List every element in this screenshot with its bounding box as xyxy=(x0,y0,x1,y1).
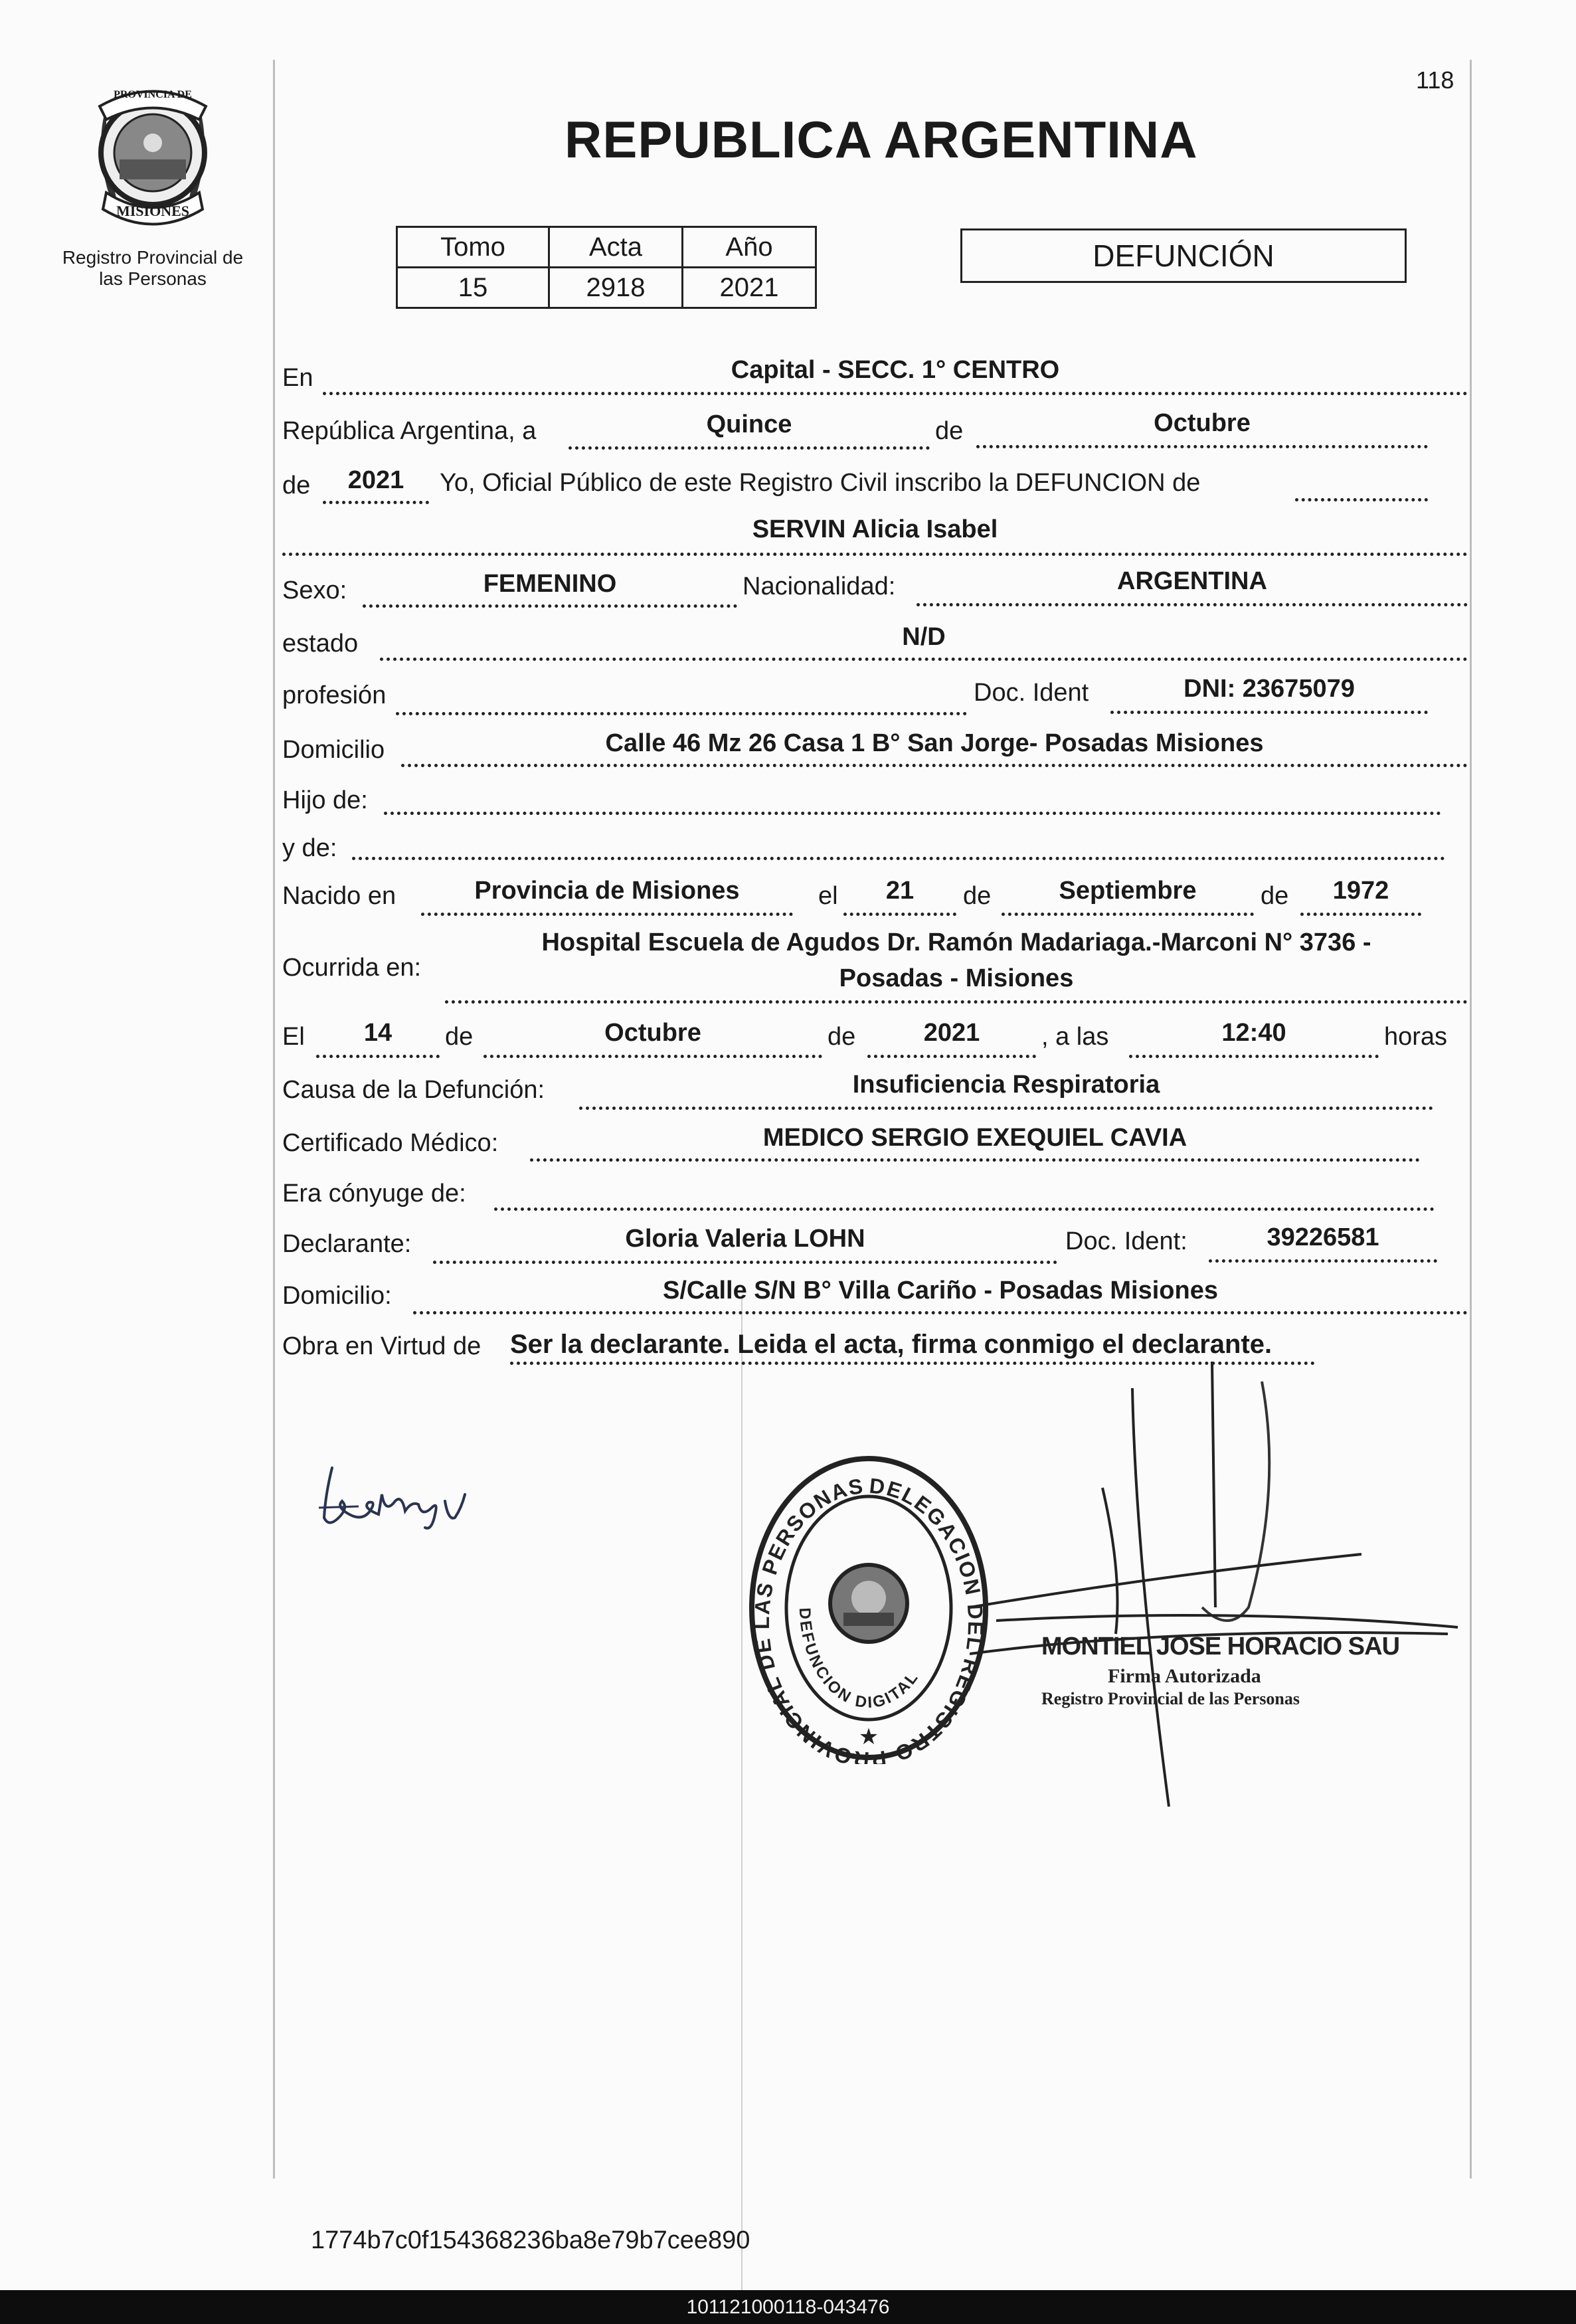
dots-doc-ident xyxy=(1110,711,1428,714)
dots-hijo-de xyxy=(384,812,1441,815)
signature-strokes-icon xyxy=(970,1355,1474,1820)
official-signature xyxy=(970,1355,1474,1820)
label-el-birth: el xyxy=(818,882,838,910)
value-domicilio: Calle 46 Mz 26 Casa 1 B° San Jorge- Posadas Misiones xyxy=(605,729,1264,757)
logo-caption-line1: Registro Provincial de xyxy=(62,247,244,268)
dots-birth-place xyxy=(421,913,793,916)
dots-death-time xyxy=(1129,1055,1379,1058)
value-doc-ident-declarante: 39226581 xyxy=(1267,1223,1379,1251)
dots-birth-day xyxy=(843,913,956,916)
label-de-birth-month: de xyxy=(963,882,992,910)
value-obra: Ser la declarante. Leida el acta, firma conmigo el declarante. xyxy=(510,1330,1272,1359)
label-certificado: Certificado Médico: xyxy=(282,1129,499,1157)
official-name: MONTIEL JOSE HORACIO SAU xyxy=(1041,1633,1400,1660)
label-estado: estado xyxy=(282,630,359,658)
dots-doc-ident-declarante xyxy=(1209,1259,1437,1263)
label-de-birth-year: de xyxy=(1261,882,1289,910)
dots-statement-end xyxy=(1295,498,1428,501)
value-birth-month: Septiembre xyxy=(1059,877,1197,905)
stamp-ring-text: DELEGACION DEL REGISTRO PROVINCIAL DE LAS PERSONAS xyxy=(749,1473,988,1764)
official-stamp xyxy=(746,1452,991,1764)
dots-y-de xyxy=(352,857,1445,860)
label-obra: Obra en Virtud de xyxy=(282,1332,482,1360)
document-title: REPUBLICA ARGENTINA xyxy=(565,110,1198,169)
record-type-box xyxy=(960,228,1407,283)
value-sexo: FEMENINO xyxy=(483,570,617,598)
header-ano: Año xyxy=(683,227,816,268)
header-tomo: Tomo xyxy=(397,227,549,268)
dots-sexo xyxy=(363,604,737,608)
label-el-death: El xyxy=(282,1023,305,1051)
dots-ocurrida xyxy=(445,1000,1468,1004)
label-profesion: profesión xyxy=(282,681,387,709)
label-conyuge: Era cónyuge de: xyxy=(282,1180,466,1207)
document-hash: 1774b7c0f154368236ba8e79b7cee890 xyxy=(311,2226,750,2254)
deceased-name: SERVIN Alicia Isabel xyxy=(752,515,998,543)
page-number: 118 xyxy=(1416,66,1454,94)
dots-year-written xyxy=(323,501,429,504)
dots-death-day xyxy=(316,1055,440,1058)
left-margin-line xyxy=(273,60,275,2179)
dots-birth-year xyxy=(1300,913,1421,916)
value-domicilio-declarante: S/Calle S/N B° Villa Cariño - Posadas Misiones xyxy=(663,1277,1218,1304)
registry-table xyxy=(396,226,817,309)
value-nacionalidad: ARGENTINA xyxy=(1117,567,1267,595)
statement-text: Yo, Oficial Público de este Registro Civil inscribo la DEFUNCION de xyxy=(440,469,1201,497)
svg-text:★: ★ xyxy=(858,1724,879,1749)
value-day-written: Quince xyxy=(706,410,792,438)
label-ocurrida-en: Ocurrida en: xyxy=(282,954,422,982)
value-death-time: 12:40 xyxy=(1221,1019,1286,1047)
logo-caption xyxy=(40,247,266,290)
label-de-month: de xyxy=(935,417,964,445)
logo-ring-bottom: MISIONES xyxy=(116,203,190,219)
value-year-written: 2021 xyxy=(347,466,404,494)
dots-conyuge xyxy=(494,1207,1435,1211)
dots-day-written xyxy=(569,446,930,450)
value-death-year: 2021 xyxy=(923,1019,980,1047)
value-month-written: Octubre xyxy=(1154,409,1251,437)
footer-bar xyxy=(0,2290,1576,2324)
value-certificado: MEDICO SERGIO EXEQUIEL CAVIA xyxy=(762,1124,1187,1152)
value-doc-ident: DNI: 23675079 xyxy=(1183,675,1355,703)
dots-estado xyxy=(380,658,1468,661)
value-tomo: 15 xyxy=(397,268,549,308)
logo-caption-line2: las Personas xyxy=(99,268,207,289)
label-doc-ident-declarante: Doc. Ident: xyxy=(1065,1227,1187,1255)
footer-code: 101121000118-043476 xyxy=(686,2296,890,2318)
official-title: Firma Autorizada xyxy=(1108,1665,1261,1687)
label-en: En xyxy=(282,364,313,392)
official-office: Registro Provincial de las Personas xyxy=(1041,1689,1300,1708)
label-sexo: Sexo: xyxy=(282,577,347,604)
dots-death-month xyxy=(483,1055,822,1058)
label-republica: República Argentina, a xyxy=(282,417,537,445)
label-y-de: y de: xyxy=(282,834,337,862)
province-logo xyxy=(80,80,226,232)
declarant-signature xyxy=(312,1455,505,1554)
stamp-icon xyxy=(746,1452,991,1764)
label-horas: horas xyxy=(1384,1023,1448,1051)
dots-domicilio-declarante xyxy=(413,1311,1468,1314)
dots-domicilio xyxy=(401,764,1468,767)
dots-en xyxy=(323,392,1468,395)
official-block xyxy=(1041,1633,1440,1709)
right-margin-line xyxy=(1470,60,1472,2179)
header-acta: Acta xyxy=(549,227,683,268)
label-nacido-en: Nacido en xyxy=(282,882,396,910)
value-ocurrida-line1: Hospital Escuela de Agudos Dr. Ramón Madariaga.-Marconi N° 3736 - xyxy=(541,929,1371,956)
dots-declarante xyxy=(433,1261,1057,1264)
label-a-las: , a las xyxy=(1041,1023,1109,1051)
label-de-death-year: de xyxy=(828,1023,856,1051)
label-de-year: de xyxy=(282,472,311,499)
value-causa: Insuficiencia Respiratoria xyxy=(852,1071,1160,1099)
label-domicilio: Domicilio xyxy=(282,736,385,764)
value-birth-day: 21 xyxy=(885,877,915,905)
value-estado: N/D xyxy=(902,623,946,651)
value-death-day: 14 xyxy=(363,1019,393,1047)
dots-nacionalidad xyxy=(917,603,1468,606)
stamp-inner-text: DEFUNCION DIGITAL xyxy=(795,1607,923,1712)
record-type: DEFUNCIÓN xyxy=(1093,238,1274,273)
value-birth-place: Provincia de Misiones xyxy=(474,877,740,905)
dots-death-year xyxy=(867,1055,1036,1058)
handwritten-signature-icon xyxy=(312,1455,505,1554)
label-declarante: Declarante: xyxy=(282,1230,412,1258)
label-domicilio-declarante: Domicilio: xyxy=(282,1282,392,1310)
dots-causa xyxy=(579,1107,1433,1110)
dots-month-written xyxy=(976,445,1428,448)
logo-ring-top: PROVINCIA DE xyxy=(114,89,192,100)
value-acta: 2918 xyxy=(549,268,683,308)
dots-birth-month xyxy=(1002,913,1254,916)
label-causa: Causa de la Defunción: xyxy=(282,1076,545,1104)
value-birth-year: 1972 xyxy=(1332,877,1389,905)
value-ocurrida-line2: Posadas - Misiones xyxy=(839,964,1074,992)
label-nacionalidad: Nacionalidad: xyxy=(743,573,896,600)
dots-deceased-name xyxy=(282,553,1468,556)
label-hijo-de: Hijo de: xyxy=(282,786,368,814)
dots-certificado xyxy=(530,1158,1420,1162)
value-en: Capital - SECC. 1° CENTRO xyxy=(731,356,1060,384)
value-death-month: Octubre xyxy=(604,1019,701,1047)
center-fold-line xyxy=(741,1295,743,2291)
label-doc-ident: Doc. Ident xyxy=(974,679,1089,707)
dots-profesion xyxy=(396,712,967,715)
value-ano: 2021 xyxy=(683,268,816,308)
value-declarante: Gloria Valeria LOHN xyxy=(625,1225,865,1253)
label-de-death-month: de xyxy=(445,1023,474,1051)
